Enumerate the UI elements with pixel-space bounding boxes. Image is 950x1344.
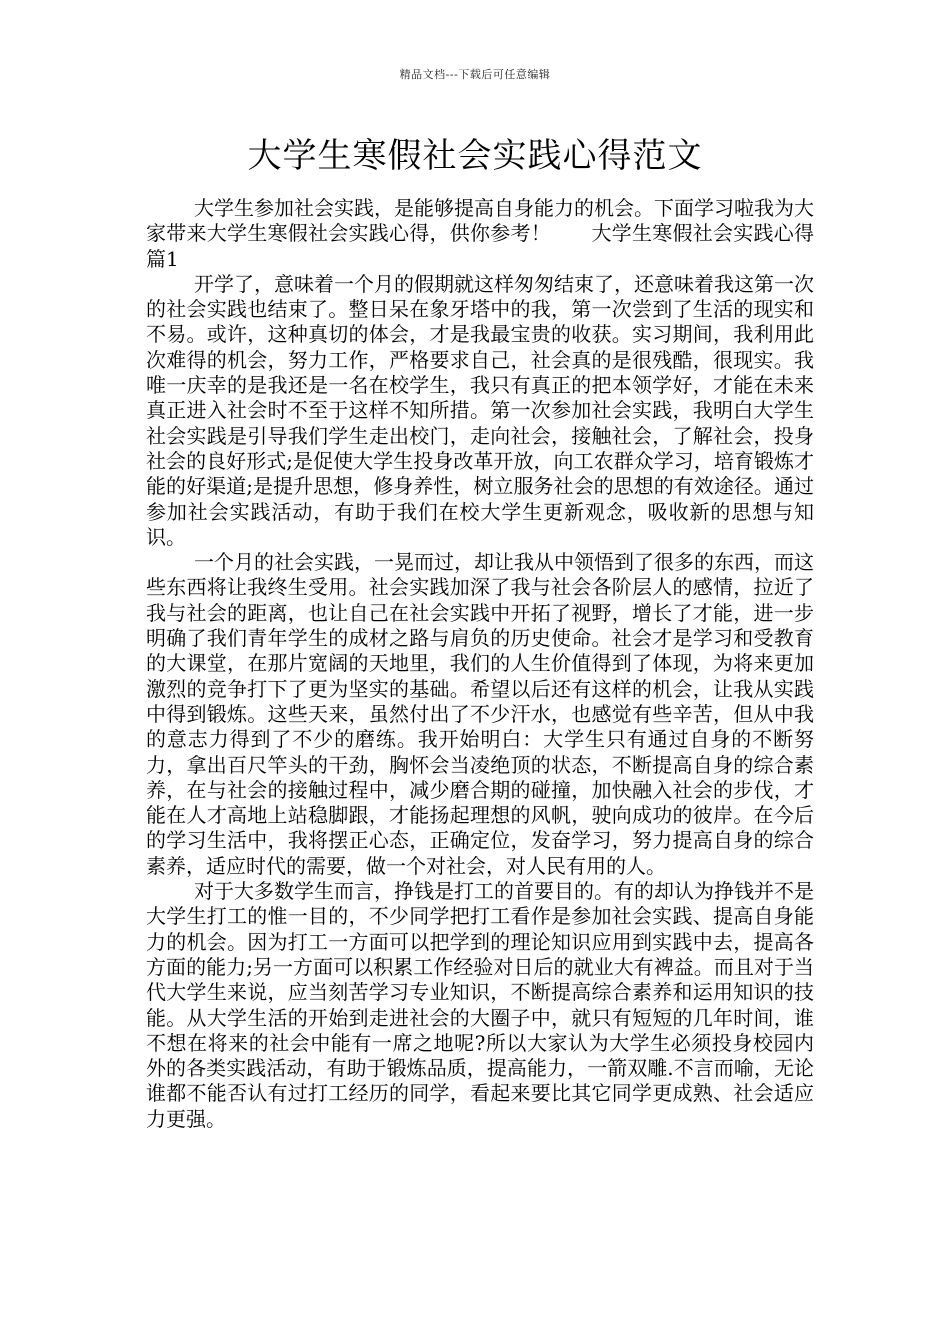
- header-note: 精品文档---下载后可任意编辑: [399, 68, 551, 81]
- paragraph-3: 对于大多数学生而言，挣钱是打工的首要目的。有的却认为挣钱并不是大学生打工的惟一目的，不少同学把打工看作是参加社会实践、提高自身能力的机会。因为打工一方面可以把学到的理论知识应用到实践中去，提高各方面的能力;另一方面可以积累工作经验对日后的就业大有裨益。而且对于当代大学生来说，应当刻苦学习专业知识，不断提高综合素养和运用知识的技能。从大学生活的开始到走进社会的大圈子中，就只有短短的几年时间，谁不想在将来的社会中能有一席之地呢?所以大家认为大学生必须投身校园内外的各类实践活动，有助于锻炼品质，提高能力，一箭双雕.不言而喻，无论谁都不能否认有过打工经历的同学，看起来要比其它同学更成熟、社会适应力更强。: [146, 879, 814, 1131]
- document-title: 大学生寒假社会实践心得范文: [247, 136, 703, 176]
- paragraph-intro: 大学生参加社会实践，是能够提高自身能力的机会。下面学习啦我为大家带来大学生寒假社会实践心得，供你参考！ 大学生寒假社会实践心得篇1: [146, 196, 814, 271]
- document-body: [146, 196, 814, 1132]
- paragraph-2: 一个月的社会实践，一晃而过，却让我从中领悟到了很多的东西，而这些东西将让我终生受用。社会实践加深了我与社会各阶层人的感情，拉近了我与社会的距离，也让自己在社会实践中开拓了视野，增长了才能，进一步明确了我们青年学生的成材之路与肩负的历史使命。社会才是学习和受教育的大课堂，在那片宽阔的天地里，我们的人生价值得到了体现，为将来更加激烈的竞争打下了更为坚实的基础。希望以后还有这样的机会，让我从实践中得到锻炼。这些天来，虽然付出了不少汗水，也感觉有些辛苦，但从中我的意志力得到了不少的磨练。我开始明白：大学生只有通过自身的不断努力，拿出百尺竿头的干劲，胸怀会当凌绝顶的状态，不断提高自身的综合素养，在与社会的接触过程中，减少磨合期的碰撞，加快融入社会的步伐，才能在人才高地上站稳脚跟，才能扬起理想的风帆，驶向成功的彼岸。在今后的学习生活中，我将摆正心态，正确定位，发奋学习，努力提高自身的综合素养，适应时代的需要，做一个对社会，对人民有用的人。: [146, 550, 814, 878]
- paragraph-1: 开学了，意味着一个月的假期就这样匆匆结束了，还意味着我这第一次的社会实践也结束了。整日呆在象牙塔中的我，第一次尝到了生活的现实和不易。或许，这种真切的体会，才是我最宝贵的收获。实习期间，我利用此次难得的机会，努力工作，严格要求自己，社会真的是很残酷，很现实。我唯一庆幸的是我还是一名在校学生，我只有真正的把本领学好，才能在未来真正进入社会时不至于这样不知所措。第一次参加社会实践，我明白大学生社会实践是引导我们学生走出校门，走向社会，接触社会，了解社会，投身社会的良好形式;是促使大学生投身改革开放，向工农群众学习，培育锻炼才能的好渠道;是提升思想，修身养性，树立服务社会的思想的有效途径。通过参加社会实践活动，有助于我们在校大学生更新观念，吸收新的思想与知识。: [146, 271, 814, 549]
